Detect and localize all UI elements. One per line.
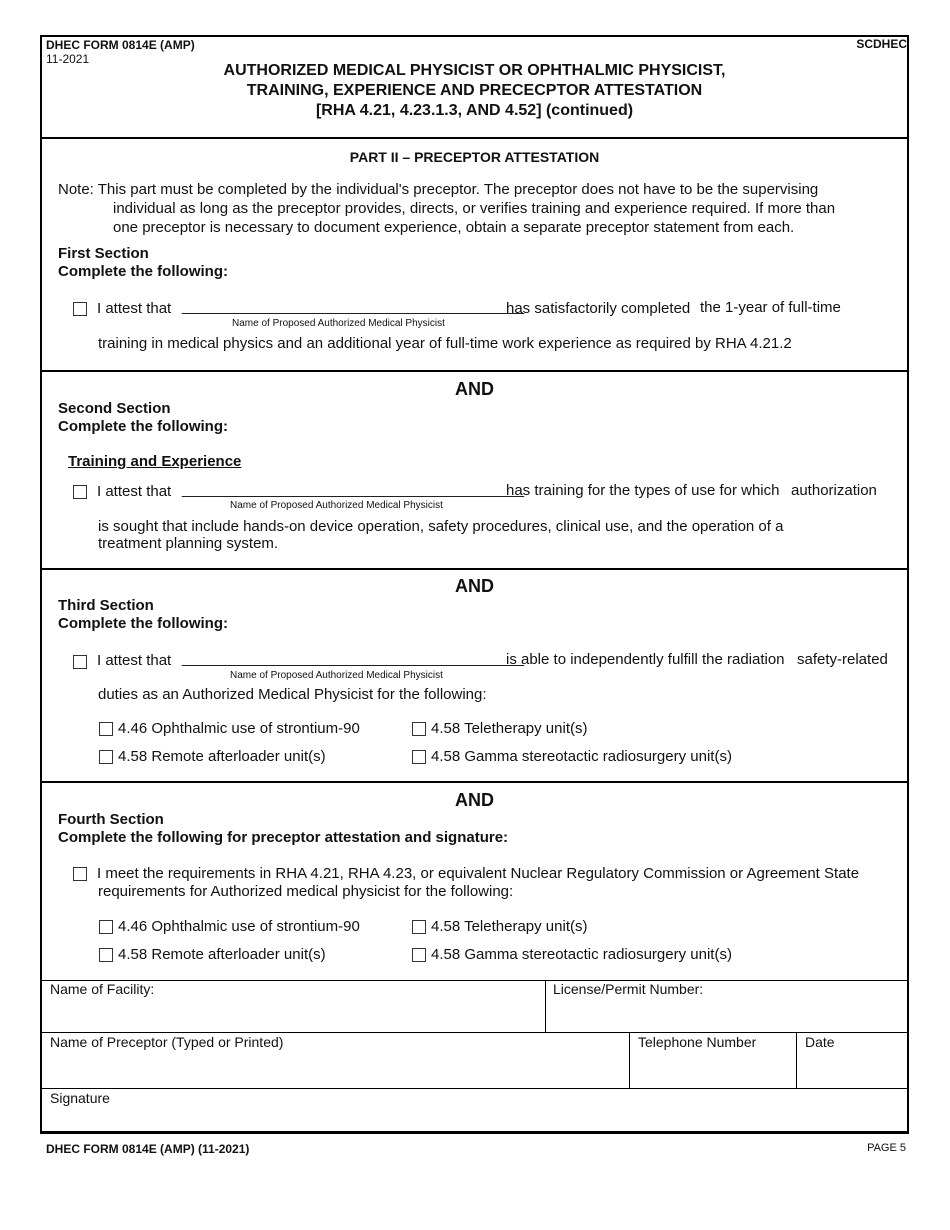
attest-suffix: has satisfactorily completed (506, 300, 691, 317)
attest-prefix: I attest that (97, 652, 172, 669)
divider (545, 980, 546, 1032)
section3-instruction: Complete the following: (58, 615, 228, 632)
telephone-input[interactable] (632, 1052, 794, 1086)
section2-attest-checkbox[interactable] (73, 485, 87, 499)
section3-option-checkbox[interactable] (412, 722, 426, 736)
option-label: 4.58 Gamma stereotactic radiosurgery unit(s) (431, 946, 732, 963)
section1-instruction: Complete the following: (58, 263, 228, 280)
divider (40, 781, 909, 783)
divider (40, 137, 909, 139)
section1-heading: First Section (58, 245, 149, 262)
option-label: 4.58 Gamma stereotactic radiosurgery unit(s) (431, 748, 732, 765)
attest-continuation: is sought that include hands-on device operation, safety procedures, clinical use, and the operation of a (98, 518, 784, 535)
date-input[interactable] (799, 1052, 906, 1086)
statement-line2: requirements for Authorized medical physicist for the following: (98, 883, 514, 900)
divider (629, 1032, 630, 1088)
form-date: 11-2021 (46, 52, 90, 66)
option-label: 4.58 Teletherapy unit(s) (431, 720, 588, 737)
note-line3: one preceptor is necessary to document experience, obtain a separate preceptor statement from each. (113, 219, 795, 236)
training-experience-subheading: Training and Experience (68, 453, 242, 470)
divider (40, 1032, 909, 1033)
name-caption: Name of Proposed Authorized Medical Physicist (232, 318, 445, 329)
section3-option-checkbox[interactable] (99, 722, 113, 736)
divider (40, 1088, 909, 1089)
attest-suffix: authorization (791, 482, 877, 499)
page-number: PAGE 5 (867, 1142, 906, 1154)
section3-option-checkbox[interactable] (412, 750, 426, 764)
attest-prefix: I attest that (97, 300, 172, 317)
option-label: 4.46 Ophthalmic use of strontium-90 (118, 918, 360, 935)
section1-attest-checkbox[interactable] (73, 302, 87, 316)
section3-option-checkbox[interactable] (99, 750, 113, 764)
section4-option-checkbox[interactable] (412, 920, 426, 934)
form-id: DHEC FORM 0814E (AMP) (46, 38, 195, 52)
date-label: Date (805, 1034, 835, 1050)
divider (40, 568, 909, 570)
form-title-line1: AUTHORIZED MEDICAL PHYSICIST OR OPHTHALMIC PHYSICIST, (223, 62, 726, 79)
name-caption: Name of Proposed Authorized Medical Physicist (230, 670, 443, 681)
attest-continuation: duties as an Authorized Medical Physicist for the following: (98, 686, 487, 703)
license-field-label: License/Permit Number: (553, 981, 704, 997)
divider (796, 1032, 797, 1088)
preceptor-name-label: Name of Preceptor (Typed or Printed) (50, 1034, 284, 1050)
attest-suffix: safety-related (797, 651, 888, 668)
option-label: 4.46 Ophthalmic use of strontium-90 (118, 720, 360, 737)
and-separator: AND (455, 790, 494, 810)
physicist-name-field[interactable]: _________________________________________ (182, 650, 525, 667)
attest-continuation: training in medical physics and an additional year of full-time work experience as required by RHA 4.21.2 (98, 335, 792, 352)
statement-line1: I meet the requirements in RHA 4.21, RHA 4.23, or equivalent Nuclear Regulatory Commission or Agreement State (97, 865, 860, 882)
footer-form-id: DHEC FORM 0814E (AMP) (11-2021) (46, 1142, 250, 1156)
section4-option-checkbox[interactable] (412, 948, 426, 962)
option-label: 4.58 Remote afterloader unit(s) (118, 946, 326, 963)
option-label: 4.58 Teletherapy unit(s) (431, 918, 588, 935)
section2-instruction: Complete the following: (58, 418, 228, 435)
section3-heading: Third Section (58, 597, 154, 614)
physicist-name-field[interactable]: _________________________________________ (182, 481, 525, 498)
section2-heading: Second Section (58, 400, 171, 417)
divider (40, 980, 909, 981)
signature-input[interactable] (42, 1106, 906, 1130)
and-separator: AND (455, 576, 494, 596)
physicist-name-field[interactable]: _________________________________________ (182, 298, 525, 315)
preceptor-name-input[interactable] (42, 1052, 627, 1086)
section3-attest-checkbox[interactable] (73, 655, 87, 669)
divider (40, 370, 909, 372)
note-line2: individual as long as the preceptor provides, directs, or verifies training and experience required. If more than (113, 200, 836, 217)
name-caption: Name of Proposed Authorized Medical Physicist (230, 500, 443, 511)
attest-prefix: I attest that (97, 483, 172, 500)
attest-continuation: treatment planning system. (98, 535, 279, 552)
agency-name: SCDHEC (856, 37, 907, 51)
attest-suffix: is able to independently fulfill the radiation (506, 651, 785, 668)
section4-option-checkbox[interactable] (99, 948, 113, 962)
section4-heading: Fourth Section (58, 811, 164, 828)
section4-instruction: Complete the following for preceptor attestation and signature: (58, 829, 509, 846)
attest-suffix: has training for the types of use for which (506, 482, 780, 499)
facility-input[interactable] (42, 998, 542, 1030)
license-input[interactable] (548, 998, 906, 1030)
signature-label: Signature (50, 1090, 110, 1106)
note-line1: Note: This part must be completed by the individual's preceptor. The preceptor does not have to be the supervising (58, 181, 819, 198)
form-title-line2: TRAINING, EXPERIENCE AND PRECECPTOR ATTESTATION (246, 82, 703, 99)
and-separator: AND (455, 379, 494, 399)
attest-suffix: the 1-year of full-time (700, 299, 841, 316)
option-label: 4.58 Remote afterloader unit(s) (118, 748, 326, 765)
form-title-line3: [RHA 4.21, 4.23.1.3, AND 4.52] (continued) (315, 102, 634, 119)
section4-attest-checkbox[interactable] (73, 867, 87, 881)
section4-option-checkbox[interactable] (99, 920, 113, 934)
part-title: PART II – PRECEPTOR ATTESTATION (349, 149, 600, 165)
facility-field-label: Name of Facility: (50, 981, 155, 997)
telephone-label: Telephone Number (638, 1034, 757, 1050)
